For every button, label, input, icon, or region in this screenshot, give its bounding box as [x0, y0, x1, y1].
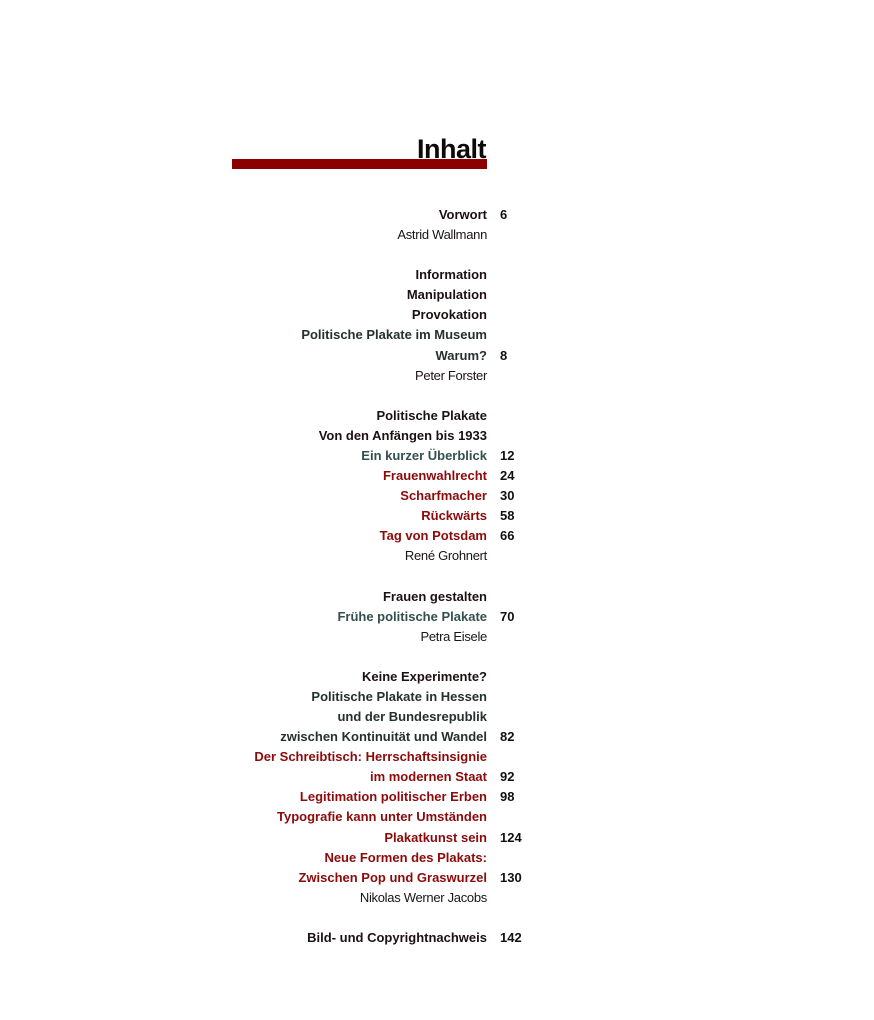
toc-entry	[200, 285, 560, 305]
author-name: Peter Forster	[415, 367, 487, 383]
entry-title: Information	[415, 267, 487, 283]
toc-entry	[200, 346, 560, 366]
entry-title: Typografie kann unter Umständen	[277, 809, 487, 825]
entry-title: Tag von Potsdam	[379, 528, 487, 544]
entry-title: Plakatkunst sein	[384, 829, 487, 845]
author-name: Astrid Wallmann	[397, 227, 487, 243]
toc-entry	[200, 265, 560, 285]
toc-entry	[200, 807, 560, 827]
entry-title: Rückwärts	[421, 508, 487, 524]
table-of-contents	[200, 205, 560, 968]
toc-author	[200, 627, 560, 647]
toc-entry	[200, 325, 560, 345]
page-number: 12	[500, 447, 515, 463]
toc-entry	[200, 727, 560, 747]
author-name: René Grohnert	[404, 548, 487, 564]
entry-title: Neue Formen des Plakats:	[324, 849, 487, 865]
entry-title: Zwischen Pop und Graswurzel	[298, 869, 487, 885]
toc-entry	[200, 747, 560, 767]
page-number: 66	[500, 528, 515, 544]
toc-entry	[200, 607, 560, 627]
page-number: 124	[500, 829, 522, 845]
toc-group	[200, 587, 560, 647]
entry-title: Bild- und Copyrightnachweis	[307, 929, 487, 945]
page-number: 82	[500, 729, 515, 745]
entry-title: Von den Anfängen bis 1933	[318, 427, 487, 443]
entry-title: Ein kurzer Überblick	[361, 447, 487, 463]
toc-group	[200, 667, 560, 908]
entry-title: Frauenwahlrecht	[382, 468, 487, 484]
entry-title: Vorwort	[438, 207, 487, 222]
entry-title: Manipulation	[406, 287, 487, 303]
author-name: Petra Eisele	[420, 628, 487, 644]
page-number: 30	[500, 488, 515, 504]
toc-entry	[200, 848, 560, 868]
entry-title: Legitimation politischer Erben	[299, 789, 487, 805]
author-name: Nikolas Werner Jacobs	[359, 889, 487, 905]
toc-entry	[200, 828, 560, 848]
entry-title: im modernen Staat	[369, 769, 487, 785]
page-title: Inhalt	[417, 134, 486, 164]
page-number: 58	[500, 508, 515, 524]
entry-title: Keine Experimente?	[362, 668, 487, 684]
entry-title: Frauen gestalten	[382, 588, 487, 604]
toc-group	[200, 265, 560, 386]
entry-title: zwischen Kontinuität und Wandel	[280, 729, 487, 745]
toc-entry	[200, 707, 560, 727]
toc-author	[200, 366, 560, 386]
toc-author	[200, 888, 560, 908]
toc-group	[200, 205, 560, 245]
title-block	[232, 134, 487, 170]
toc-entry	[200, 446, 560, 466]
toc-entry	[200, 406, 560, 426]
toc-entry	[200, 426, 560, 446]
page-number: 24	[500, 468, 515, 484]
toc-entry	[200, 305, 560, 325]
toc-entry	[200, 928, 560, 948]
toc-entry	[200, 767, 560, 787]
entry-title: Der Schreibtisch: Herrschaftsinsignie	[254, 749, 487, 765]
entry-title: Frühe politische Plakate	[337, 608, 487, 624]
page-number: 142	[500, 929, 522, 945]
toc-entry	[200, 667, 560, 687]
page-number: 130	[500, 869, 522, 885]
entry-title: Warum?	[435, 347, 487, 363]
toc-entry	[200, 587, 560, 607]
toc-group	[200, 928, 560, 948]
toc-entry	[200, 466, 560, 486]
page-number: 92	[500, 769, 515, 785]
toc-entry	[200, 526, 560, 546]
toc-entry	[200, 868, 560, 888]
toc-author	[200, 546, 560, 566]
entry-title: Politische Plakate im Museum	[301, 327, 487, 343]
page-number: 70	[500, 608, 515, 624]
toc-entry	[200, 787, 560, 807]
toc-author	[200, 225, 560, 245]
page-number: 6	[500, 207, 508, 222]
entry-title: und der Bundesrepublik	[337, 708, 487, 724]
toc-entry	[200, 486, 560, 506]
toc-entry	[200, 506, 560, 526]
toc-entry	[200, 687, 560, 707]
entry-title: Politische Plakate	[376, 407, 487, 423]
page-number: 8	[500, 347, 508, 363]
entry-title: Politische Plakate in Hessen	[311, 688, 487, 704]
toc-entry	[200, 205, 560, 225]
entry-title: Scharfmacher	[400, 488, 487, 504]
toc-group	[200, 406, 560, 567]
page-number: 98	[500, 789, 515, 805]
entry-title: Provokation	[411, 307, 487, 323]
